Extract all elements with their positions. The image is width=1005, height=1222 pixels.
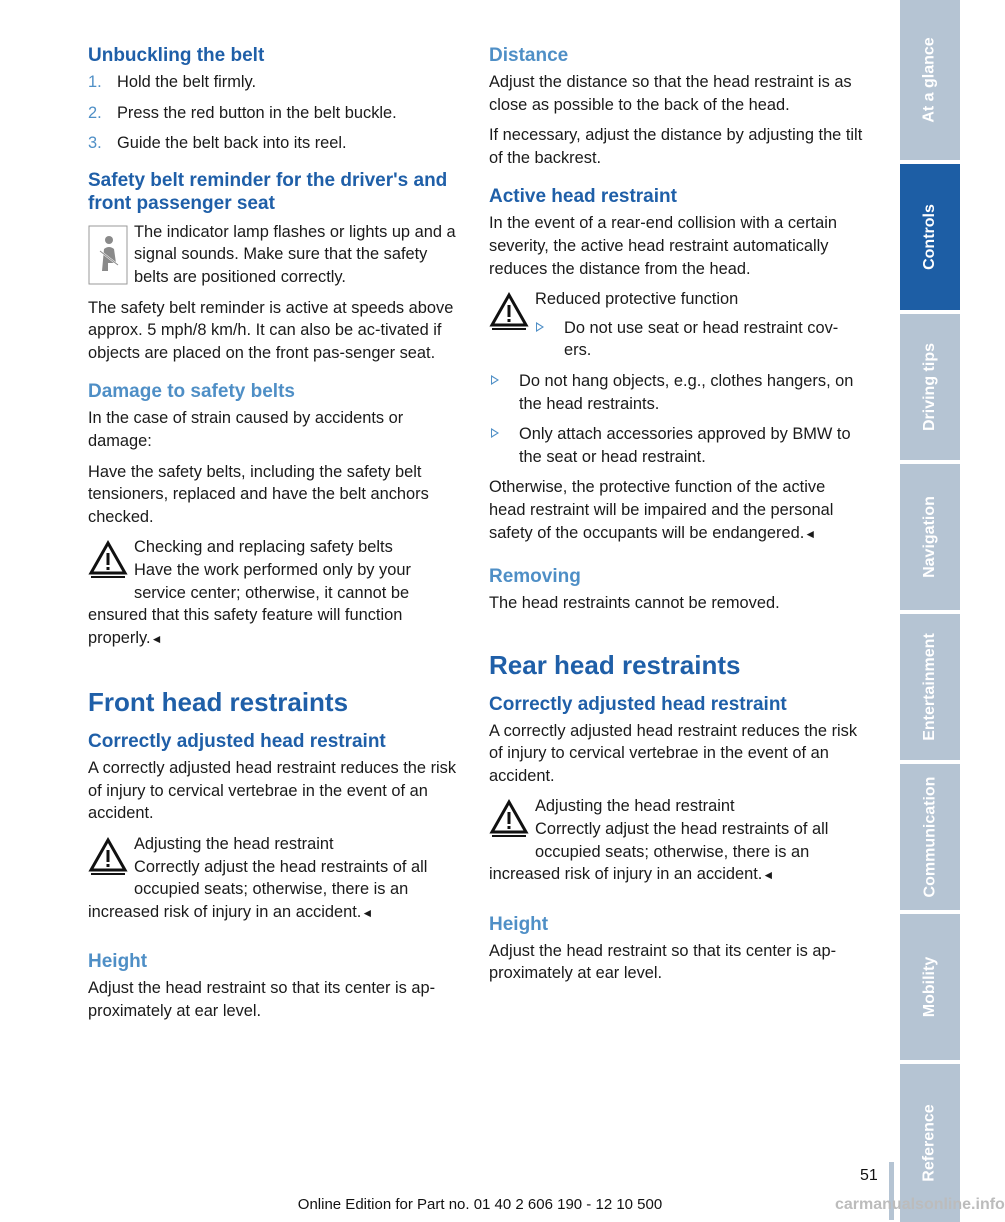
warning-note-rear-adjust bbox=[489, 795, 865, 886]
bullet-arrow-icon bbox=[491, 375, 499, 385]
step-number: 3. bbox=[88, 134, 102, 153]
distance-paragraph-2: If necessary, adjust the distance by adjusting the tilt of the backrest. bbox=[489, 126, 863, 167]
tab-label: Entertainment bbox=[921, 633, 939, 741]
tab-label: Reference bbox=[921, 1104, 938, 1182]
front-correct-heading: Correctly adjusted head restraint bbox=[88, 731, 386, 753]
tab-communication[interactable] bbox=[900, 764, 960, 910]
bullet-item bbox=[534, 317, 865, 362]
warning-note-front-adjust bbox=[88, 833, 464, 924]
warning-body: Correctly adjust the head restraints of all occupied seats; otherwise, there is an increased risk of injury in an accident. bbox=[88, 857, 428, 921]
bullet-item bbox=[489, 423, 865, 468]
tab-label: Mobility bbox=[921, 956, 938, 1018]
tab-label: Navigation bbox=[921, 496, 939, 578]
warning-bullets bbox=[534, 317, 865, 362]
warning-triangle-icon bbox=[489, 799, 529, 839]
bullet-text: Only attach accessories approved by BMW to the seat or head restraint. bbox=[519, 425, 851, 466]
warning-title: Adjusting the head restraint bbox=[535, 797, 735, 816]
damage-paragraph-2: Have the safety belts, including the safety belt tensioners, replaced and have the belt anchors checked. bbox=[88, 462, 429, 526]
removing-paragraph: The head restraints cannot be removed. bbox=[489, 594, 780, 613]
height-paragraph: Adjust the head restraint so that its center is ap-proximately at ear level. bbox=[88, 979, 436, 1021]
step-item bbox=[88, 132, 464, 155]
unbuckling-heading: Unbuckling the belt bbox=[88, 45, 265, 66]
bullet-item bbox=[489, 370, 865, 415]
seatbelt-reminder-icon bbox=[88, 225, 128, 285]
step-text: Hold the belt firmly. bbox=[117, 73, 257, 91]
warning-note-belts bbox=[88, 536, 464, 650]
otherwise-text: Otherwise, the protective function of the active head restraint will be impaired and the personal safety of the occupants will be endangered. bbox=[489, 478, 834, 542]
end-mark: ◄ bbox=[804, 526, 817, 541]
warning-triangle-icon bbox=[88, 837, 128, 877]
warning-title: Checking and replacing safety belts bbox=[134, 538, 393, 557]
rear-head-restraints-heading: Rear head restraints bbox=[489, 649, 741, 680]
warning-title: Adjusting the head restraint bbox=[134, 835, 334, 854]
tab-navigation[interactable] bbox=[900, 464, 960, 610]
warning-title: Reduced protective function bbox=[535, 290, 739, 309]
bullet-text: Do not use seat or head restraint cov-ers. bbox=[564, 318, 839, 360]
tab-label: At a glance bbox=[921, 37, 939, 123]
head-restraint-bullets bbox=[489, 370, 865, 468]
rear-height-paragraph: Adjust the head restraint so that its center is ap-proximately at ear level. bbox=[489, 941, 837, 983]
damage-paragraph-1: In the case of strain caused by accidents or damage: bbox=[88, 409, 404, 450]
end-mark: ◄ bbox=[150, 631, 163, 646]
front-correct-paragraph: A correctly adjusted head restraint reduces the risk of injury to cervical vertebrae in the event of an accident. bbox=[88, 759, 457, 823]
tab-at-a-glance[interactable] bbox=[900, 0, 960, 160]
distance-heading: Distance bbox=[489, 45, 569, 66]
step-item bbox=[88, 71, 464, 94]
warning-body: Have the work performed only by your service center; otherwise, it cannot be ensured that this safety feature will function properly. bbox=[88, 560, 411, 647]
tab-label: Communication bbox=[921, 776, 939, 898]
bullet-arrow-icon bbox=[491, 428, 499, 438]
bullet-arrow-icon bbox=[536, 322, 544, 332]
belt-reminder-note bbox=[88, 221, 464, 289]
page-number: 51 bbox=[860, 1167, 878, 1184]
damage-heading: Damage to safety belts bbox=[88, 381, 295, 403]
height-heading: Height bbox=[88, 951, 148, 973]
tab-entertainment[interactable] bbox=[900, 614, 960, 760]
front-head-restraints-heading: Front head restraints bbox=[88, 687, 349, 718]
belt-reminder-body: The safety belt reminder is active at speeds above approx. 5 mph/8 km/h. It can also be ac-tivated if objects are placed on the front pas-senger seat. bbox=[88, 298, 454, 362]
tab-label: Driving tips bbox=[921, 342, 939, 432]
warning-note-reduced bbox=[489, 288, 865, 362]
right-column bbox=[489, 44, 865, 993]
watermark: carmanualsonline.info bbox=[835, 1196, 1005, 1213]
tab-driving-tips[interactable] bbox=[900, 314, 960, 460]
belt-reminder-heading: Safety belt reminder for the driver's and front passenger seat bbox=[88, 169, 448, 214]
tab-label: Controls bbox=[921, 204, 938, 270]
footer-text: Online Edition for Part no. 01 40 2 606 190 - 12 10 500 bbox=[297, 1196, 663, 1213]
step-text: Press the red button in the belt buckle. bbox=[117, 103, 397, 122]
removing-heading: Removing bbox=[489, 566, 581, 588]
warning-body: Correctly adjust the head restraints of all occupied seats; otherwise, there is an increased risk of injury in an accident. bbox=[489, 820, 829, 884]
rear-height-heading: Height bbox=[489, 913, 549, 935]
side-tab-bar bbox=[900, 0, 960, 1222]
rear-correct-paragraph: A correctly adjusted head restraint reduces the risk of injury to cervical vertebrae in the event of an accident. bbox=[489, 721, 858, 785]
belt-reminder-indicator: The indicator lamp flashes or lights up and a signal sounds. Make sure that the safety belts are positioned correctly. bbox=[134, 222, 456, 286]
step-number: 1. bbox=[88, 73, 102, 91]
end-mark: ◄ bbox=[361, 905, 374, 920]
unbuckling-steps bbox=[88, 71, 464, 155]
otherwise-paragraph bbox=[489, 476, 865, 545]
step-number: 2. bbox=[88, 103, 102, 122]
distance-paragraph-1: Adjust the distance so that the head restraint is as close as possible to the back of the head. bbox=[489, 73, 852, 114]
active-head-restraint-paragraph: In the event of a rear-end collision with a certain severity, the active head restraint automatically reduces the distance from the head. bbox=[489, 214, 838, 278]
tab-controls[interactable] bbox=[900, 164, 960, 310]
tab-mobility[interactable] bbox=[900, 914, 960, 1060]
active-head-restraint-heading: Active head restraint bbox=[489, 186, 677, 208]
warning-triangle-icon bbox=[489, 292, 529, 332]
rear-correct-heading: Correctly adjusted head restraint bbox=[489, 693, 787, 715]
end-mark: ◄ bbox=[762, 868, 775, 883]
left-column bbox=[88, 44, 464, 1031]
warning-triangle-icon bbox=[88, 540, 128, 580]
step-item bbox=[88, 102, 464, 125]
step-text: Guide the belt back into its reel. bbox=[117, 134, 347, 153]
bullet-text: Do not hang objects, e.g., clothes hangers, on the head restraints. bbox=[519, 371, 854, 413]
